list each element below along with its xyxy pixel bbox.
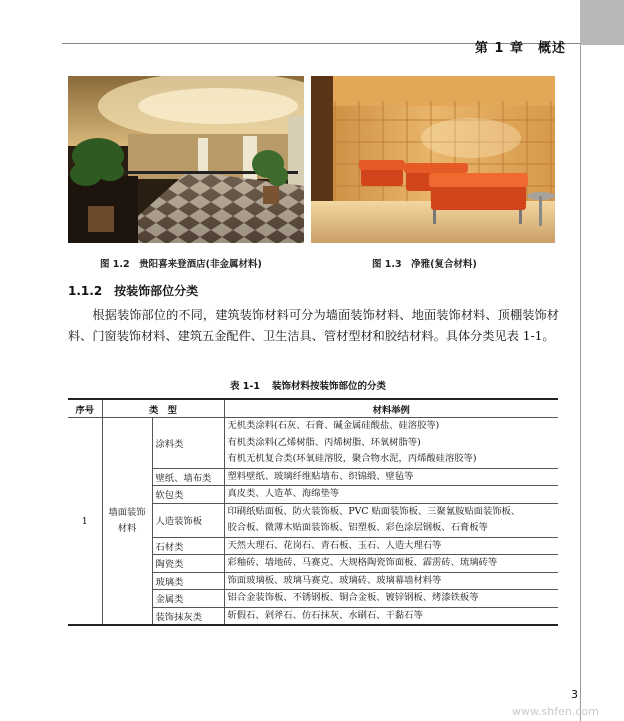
example-line: 有机无机复合类(环氧硅溶胶，聚合物水泥，丙烯酸硅溶胶等) [227,453,477,464]
examples-board [224,503,558,537]
example-line: 有机类涂料(乙烯树脂、丙烯树脂、环氧树脂等) [227,436,421,448]
group-label: 墙面装饰材料 [102,418,152,626]
examples-soft: 真皮类、人造革、海绵垫等 [224,486,558,504]
hotel-lobby-photo [68,76,304,243]
lounge-sofa-photo [311,76,555,243]
header-type: 类 型 [102,399,224,418]
subtype-board: 人造装饰板 [152,503,224,537]
materials-table [68,398,558,626]
examples-coating [224,418,558,469]
example-line: 无机类涂料(石灰、石膏、碱金属硅酸盐、硅溶胶等) [227,420,440,431]
watermark: www.shfen.com [512,705,599,718]
example-line: 印刷纸贴面板、防火装饰板、PVC 贴面装饰板、三聚氰胺贴面装饰板、 [227,505,521,517]
corner-tab [580,0,624,45]
table-number: 表 1-1 [230,381,260,392]
subtype-plaster: 装饰抹灰类 [152,607,224,625]
row-number: 1 [68,418,102,626]
examples-metal: 铝合金装饰板、不锈钢板、铜合金板、镀锌钢板、烤漆铁板等 [224,590,558,608]
subtype-glass: 玻璃类 [152,572,224,590]
subtype-coating: 涂料类 [152,418,224,469]
margin-line [580,45,581,721]
body-paragraph: 根据装饰部位的不同，建筑装饰材料可分为墙面装饰材料、地面装饰材料、顶棚装饰材料、门窗装饰材料、建筑五金配件、卫生洁具、管材型材和胶结材料。具体分类见表 1-1。 [68,308,559,343]
subtype-ceramic: 陶瓷类 [152,555,224,573]
subtype-metal: 金属类 [152,590,224,608]
figure-caption-1-3: 图 1.3 净雅(复合材料) [372,259,477,270]
examples-stone: 天然大理石、花岗石、青石板、玉石、人造大理石等 [224,537,558,555]
subtype-soft: 软包类 [152,486,224,504]
table-header-row [68,399,558,418]
header-no: 序号 [68,399,102,418]
example-line: 胶合板、微薄木贴面装饰板、铝塑板、彩色涂层钢板、石膏板等 [227,522,488,533]
section-heading [68,282,198,299]
figure-caption-1-2: 图 1.2 贵阳喜来登酒店(非金属材料) [100,259,262,270]
examples-plaster: 斩假石、剁斧石、仿石抹灰、水刷石、干黏石等 [224,607,558,625]
chapter-header: 第 1 章 概述 [474,41,566,56]
subtype-wallpaper: 壁纸、墙布类 [152,468,224,486]
section-title: 按装饰部位分类 [114,284,199,298]
table-title [230,378,386,392]
examples-ceramic: 彩釉砖、墙地砖、马赛克、大规格陶瓷饰面板、霹雳砖、琉璃砖等 [224,555,558,573]
page-number: 3 [571,688,578,701]
header-examples: 材料举例 [224,399,558,418]
table-row [68,418,558,469]
subtype-stone: 石材类 [152,537,224,555]
section-number: 1.1.2 [68,284,103,298]
examples-glass: 饰面玻璃板、玻璃马赛克、玻璃砖、玻璃幕墙材料等 [224,572,558,590]
table-caption: 装饰材料按装饰部位的分类 [271,381,386,392]
examples-wallpaper: 塑料壁纸、玻璃纤维贴墙布、织锦缎、壁毡等 [224,468,558,486]
